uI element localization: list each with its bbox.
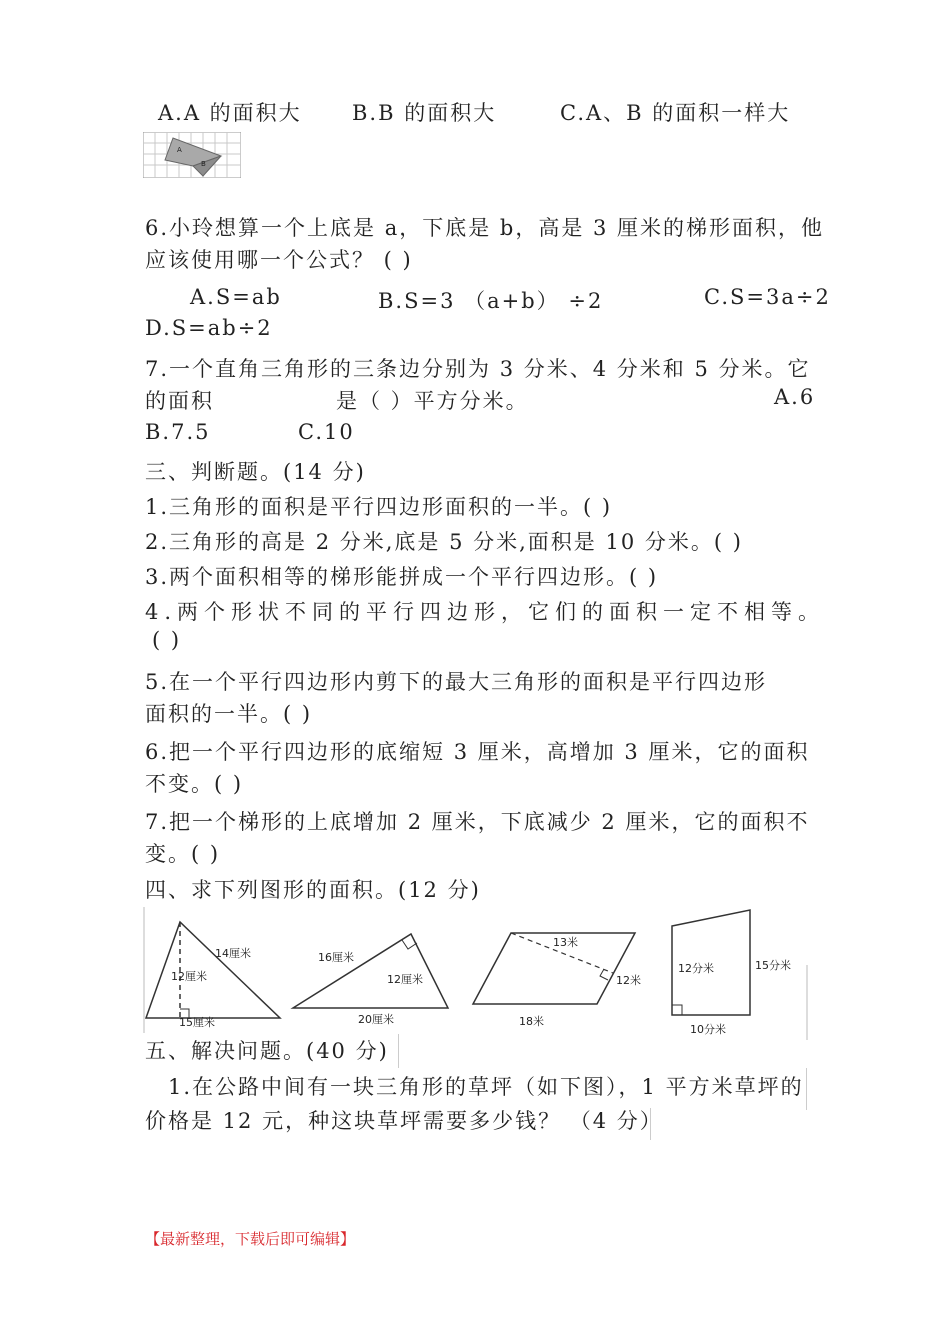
q7-option-a: A.6	[774, 385, 816, 409]
q5-option-a: A.A 的面积大	[158, 101, 302, 125]
judge-2: 2.三角形的高是 2 分米,底是 5 分米,面积是 10 分米。( )	[145, 530, 743, 554]
divider	[806, 1068, 807, 1110]
q6-option-b: B.S=3 （a+b） ÷2	[378, 289, 604, 313]
footer-note: 【最新整理，下载后即可编辑】	[145, 1230, 356, 1248]
figure2-triangle	[293, 934, 448, 1026]
figure2-right-label: 12厘米	[387, 973, 423, 986]
q7-line1: 7.一个直角三角形的三条边分别为 3 分米、4 分米和 5 分米。它	[145, 357, 811, 381]
q5-option-c: C.A、B 的面积一样大	[560, 101, 791, 125]
divider	[398, 1034, 399, 1068]
section3-title: 三、判断题。(14 分)	[145, 460, 366, 484]
section4-title: 四、求下列图形的面积。(12 分)	[145, 878, 481, 902]
figure3-parallelogram	[473, 933, 641, 1028]
figure3-side-label: 12米	[616, 974, 641, 987]
q6-line2: 应该使用哪一个公式？ ( )	[145, 248, 413, 272]
judge-5-line1: 5.在一个平行四边形内剪下的最大三角形的面积是平行四边形	[145, 670, 768, 694]
figure2-base-label: 20厘米	[358, 1013, 394, 1026]
figure4-base-label: 10分米	[690, 1023, 726, 1036]
q7-option-c: C.10	[298, 420, 355, 444]
q6-option-a: A.S=ab	[190, 285, 282, 309]
q6-option-c: C.S=3a÷2	[704, 285, 831, 309]
section5-title: 五、解决问题。(40 分)	[145, 1039, 389, 1063]
q6-line1: 6.小玲想算一个上底是 a，下底是 b，高是 3 厘米的梯形面积，他	[145, 216, 825, 240]
figure2-left-label: 16厘米	[318, 951, 354, 964]
judge-4-line1: 4.两个形状不同的平行四边形，它们的面积一定不相等。	[145, 600, 826, 624]
figure3-base-label: 18米	[519, 1015, 544, 1028]
problem-1-line1: 1.在公路中间有一块三角形的草坪（如下图），1 平方米草坪的	[168, 1075, 804, 1099]
judge-1: 1.三角形的面积是平行四边形面积的一半。( )	[145, 495, 613, 519]
judge-7-line2: 变。( )	[145, 842, 221, 866]
judge-6-line1: 6.把一个平行四边形的底缩短 3 厘米，高增加 3 厘米，它的面积	[145, 740, 810, 764]
section4-figures	[143, 905, 809, 1040]
q7-line2a: 的面积	[145, 389, 214, 413]
q5-label-a: A	[177, 146, 182, 154]
figure1-base-label: 15厘米	[179, 1016, 215, 1029]
figure4-right-label: 15分米	[755, 959, 791, 972]
figure3-height-label: 13米	[553, 936, 578, 949]
figure1-triangle	[146, 922, 280, 1029]
judge-3: 3.两个面积相等的梯形能拼成一个平行四边形。( )	[145, 565, 659, 589]
judge-7-line1: 7.把一个梯形的上底增加 2 厘米，下底减少 2 厘米，它的面积不	[145, 810, 810, 834]
figure1-side-label: 14厘米	[215, 947, 251, 960]
q5-grid-figure	[143, 132, 241, 178]
judge-6-line2: 不变。( )	[145, 772, 244, 796]
judge-4-line2: ( )	[152, 628, 182, 652]
q6-option-d: D.S=ab÷2	[145, 316, 273, 340]
q7-line2b: 是（ ）平方分米。	[336, 389, 529, 413]
figure4-trapezoid	[672, 910, 791, 1036]
judge-5-line2: 面积的一半。( )	[145, 702, 313, 726]
q7-option-b: B.7.5	[145, 420, 211, 444]
q5-option-b: B.B 的面积大	[352, 101, 497, 125]
figure4-left-label: 12分米	[678, 962, 714, 975]
problem-1-line2: 价格是 12 元，种这块草坪需要多少钱？ （4 分）	[145, 1109, 663, 1133]
q5-label-b: B	[201, 160, 206, 168]
figure1-height-label: 12厘米	[171, 970, 207, 983]
